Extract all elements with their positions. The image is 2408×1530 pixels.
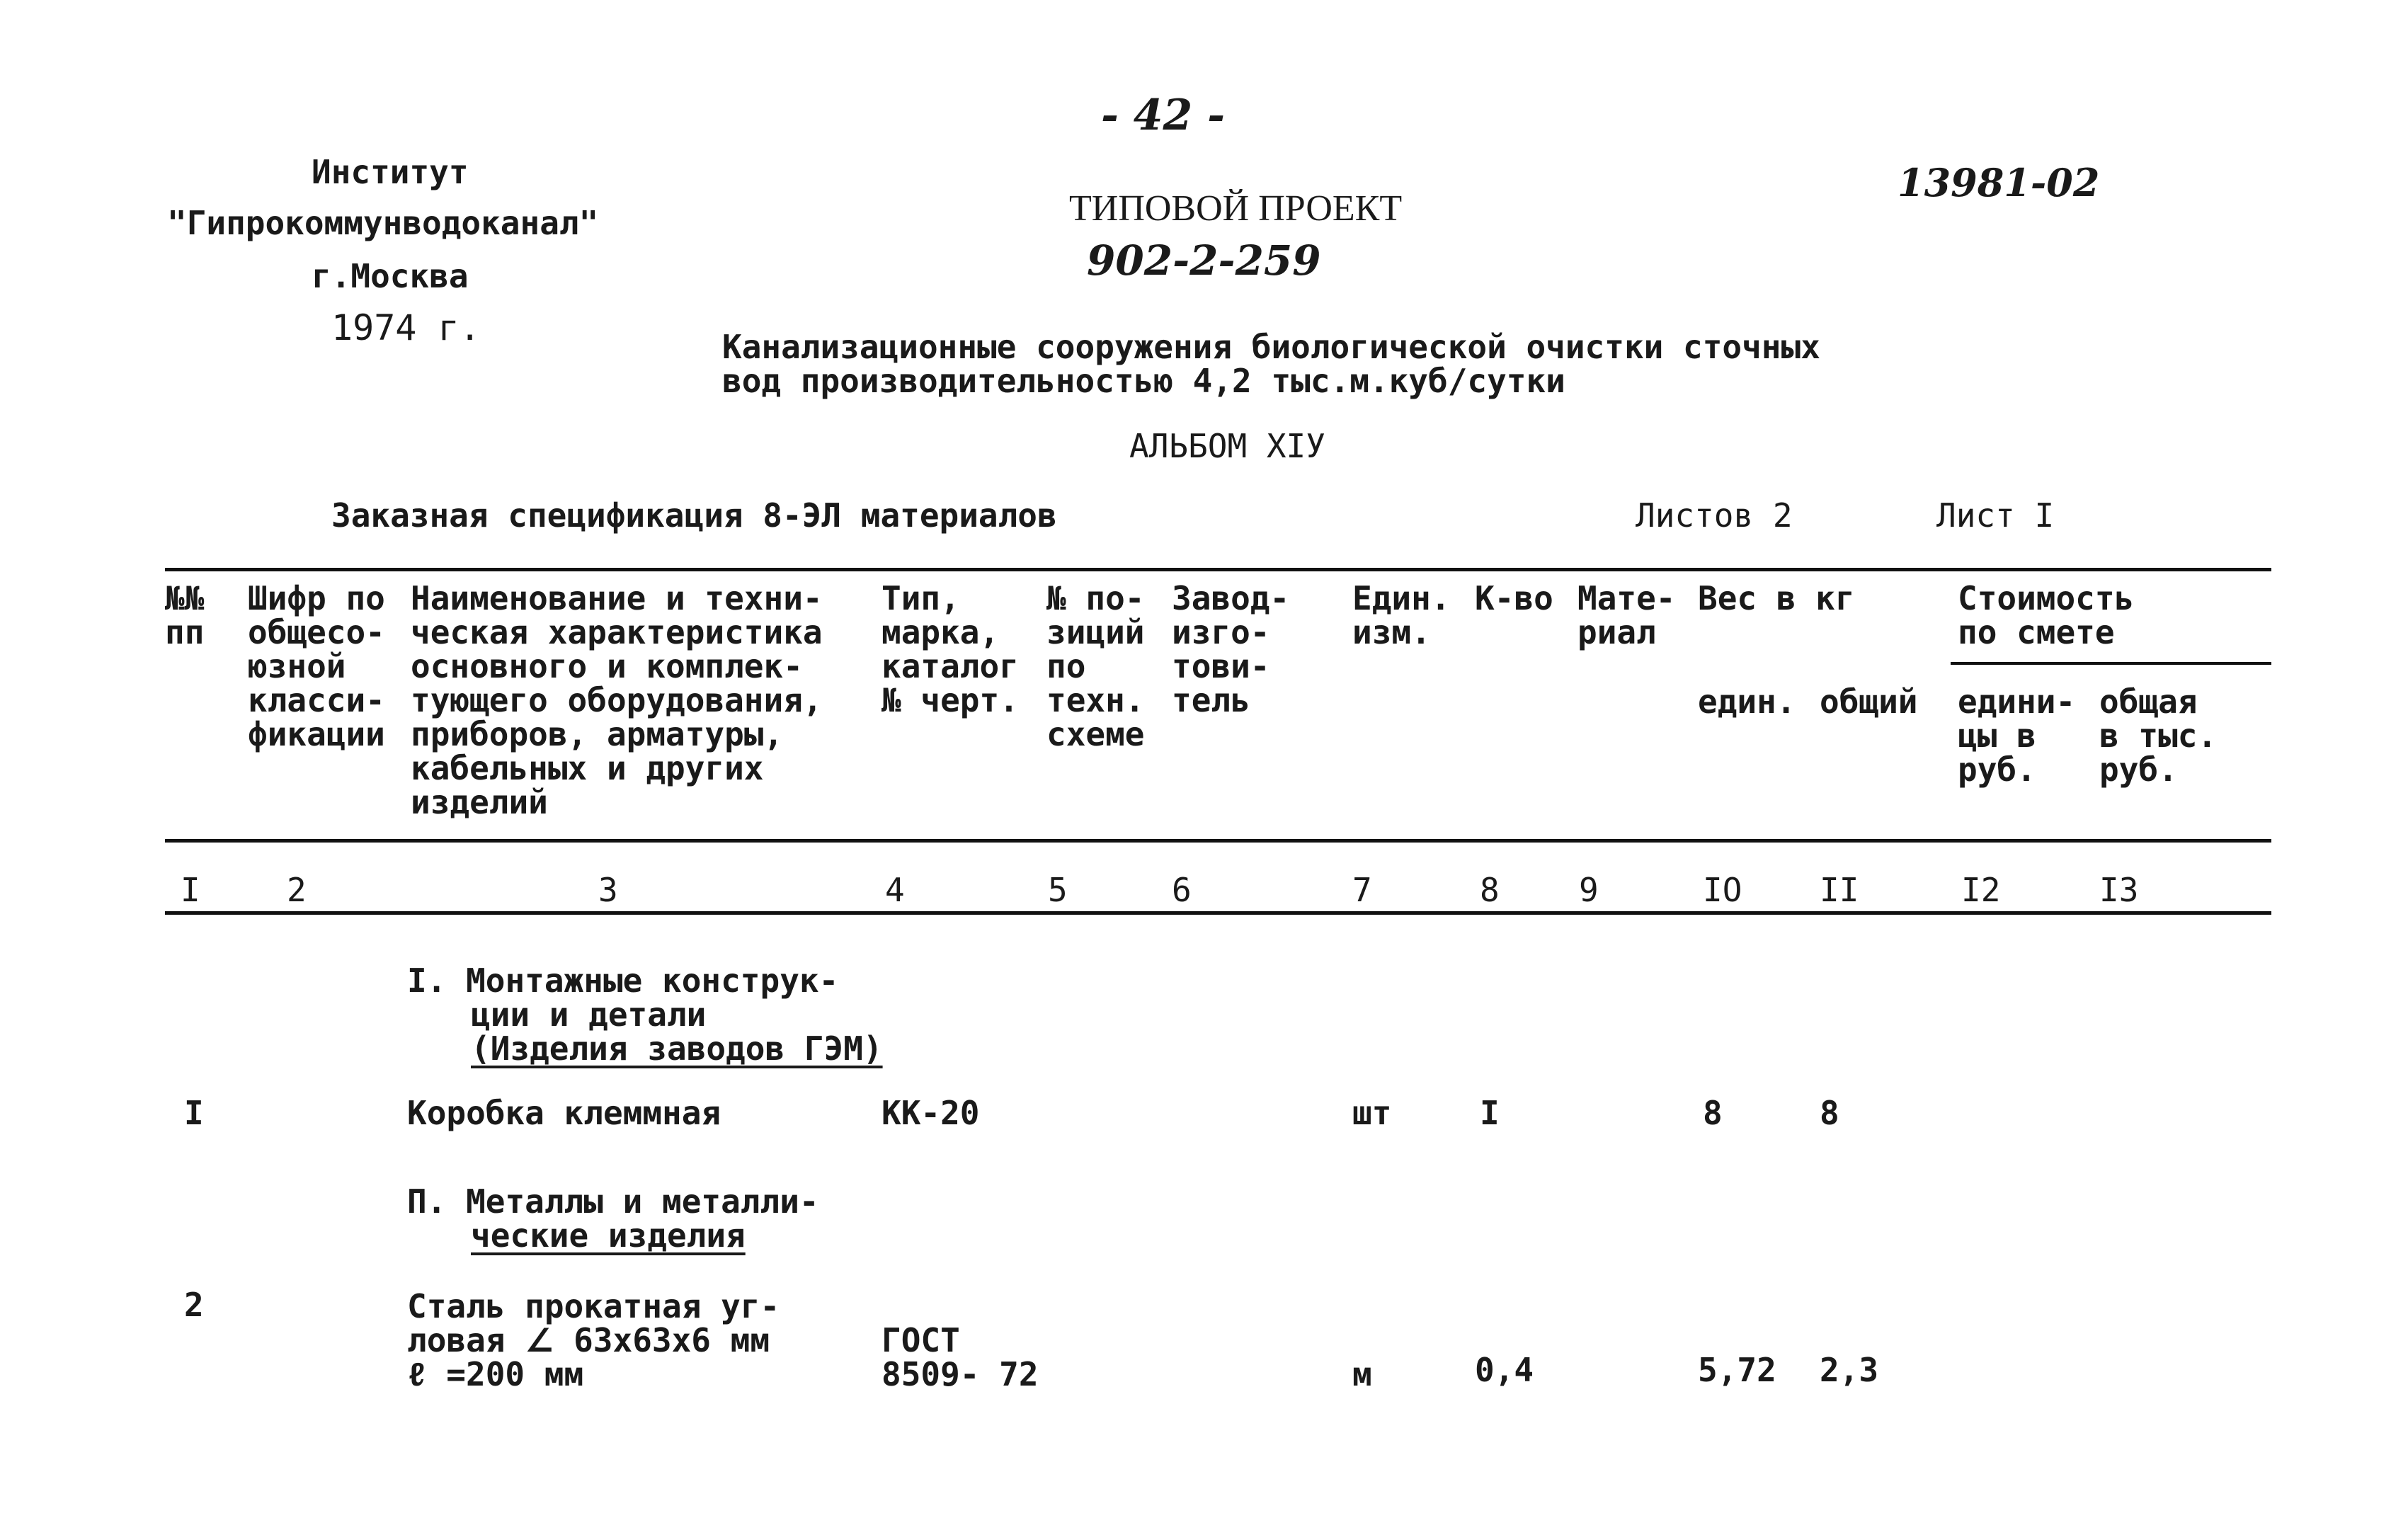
header-text: фикации [248,715,385,753]
row-number: 2 [184,1286,204,1324]
column-number: II [1820,871,1859,909]
header-text: цы в [1958,717,2036,755]
row-type: КК-20 [881,1094,980,1132]
column-number: I2 [1961,871,2001,909]
row-name-line-3: ℓ =200 мм [407,1355,584,1393]
row-number: I [184,1094,204,1132]
column-number: I [181,871,200,909]
row-type-line-2: 8509- 72 [881,1355,1039,1393]
header-text: руб. [2099,750,2178,789]
column-numbers-rule [165,911,2271,915]
header-text: Мате- [1577,579,1676,617]
row-weight-unit: 5,72 [1698,1351,1776,1389]
column-number: IO [1703,871,1742,909]
header-text: тови- [1172,647,1270,685]
column-number: 3 [598,871,618,909]
header-text: ческая характеристика [411,613,823,651]
project-description-line-2: вод производительностью 4,2 тыс.м.куб/сутки [722,362,1565,400]
header-text: Наименование и техни- [411,579,823,617]
header-text: общая [2099,683,2198,721]
header-text: Един. [1352,579,1451,617]
header-text: общий [1820,683,1918,721]
header-text: № по- [1046,579,1145,617]
header-text: по [1046,647,1086,685]
row-unit: шт [1352,1094,1392,1132]
row-quantity: 0,4 [1475,1351,1534,1389]
header-text: общесо- [248,613,385,651]
section-1-line-1: I. Монтажные конструк- [407,961,839,1000]
header-text: тующего оборудования, [411,681,823,719]
header-text: зиций [1046,613,1145,651]
header-text: основного и комплек- [411,647,803,685]
institute-line-3: г.Москва [312,257,469,295]
header-text: класси- [248,681,385,719]
header-text: каталог [881,647,1019,685]
institute-year: 1974 г. [331,307,481,348]
row-unit: м [1352,1355,1372,1393]
cost-subheader-rule [1951,662,2271,665]
section-2-line-2: ческие изделия [471,1216,746,1255]
header-text: приборов, арматуры, [411,715,784,753]
header-text: Вес в кг [1698,579,1855,617]
row-name-line-2 [407,1323,770,1358]
column-number: 4 [885,871,905,909]
header-text: пп [165,613,205,651]
header-text: Стоимость [1958,579,2135,617]
header-text: тель [1172,681,1250,719]
header-text: Завод- [1172,579,1290,617]
header-text: едини- [1958,683,2076,721]
header-text: Тип, [881,579,960,617]
header-text: изм. [1352,613,1431,651]
project-number: 902-2-259 [1087,236,1321,285]
institute-line-2: "Гипрокоммунводоканал" [167,204,599,242]
row-weight-total: 2,3 [1820,1351,1879,1389]
album-label: АЛЬБОМ XIУ [1129,427,1325,465]
header-text: №№ [165,579,205,617]
column-number: I3 [2099,871,2139,909]
header-text: руб. [1958,750,2036,789]
header-text: кабельных и других [411,749,764,787]
header-text: схеме [1046,715,1145,753]
section-2-line-1: П. Металлы и металли- [407,1182,819,1221]
header-text: по смете [1958,613,2115,651]
row-weight-total: 8 [1820,1094,1839,1132]
row-weight-unit: 8 [1703,1094,1723,1132]
institute-line-1: Институт [312,153,469,191]
row-name-text: ловая [407,1321,525,1359]
column-number: 9 [1579,871,1599,909]
column-number: 6 [1172,871,1192,909]
header-text: изго- [1172,613,1270,651]
spec-title: Заказная спецификация 8-ЭЛ материалов [331,496,1057,535]
header-text: техн. [1046,681,1145,719]
column-number: 8 [1480,871,1500,909]
column-number: 7 [1352,871,1372,909]
header-text: Шифр по [248,579,385,617]
header-text: изделий [411,783,548,821]
section-1-line-2: ции и детали [471,995,707,1034]
row-type-line-1: ГОСТ [881,1321,960,1359]
sheet-current: Лист I [1936,496,2055,535]
table-top-rule [165,568,2271,571]
row-quantity: I [1480,1094,1500,1132]
header-text: К-во [1475,579,1553,617]
project-label: ТИПОВОЙ ПРОЕКТ [1069,188,1403,229]
header-text: юзной [248,647,346,685]
header-bottom-rule [165,839,2271,843]
section-1-line-3: (Изделия заводов ГЭМ) [471,1029,883,1068]
row-name-line-1: Сталь прокатная уг- [407,1287,780,1325]
row-name: Коробка клеммная [407,1094,721,1132]
header-text: риал [1577,613,1656,651]
header-text: № черт. [881,681,1019,719]
page-number: - 42 - [1101,91,1226,140]
header-text: марка, [881,613,1000,651]
row-name-text: 63х63х6 мм [554,1321,770,1359]
sheets-total: Листов 2 [1636,496,1793,535]
header-text: в тыс. [2099,717,2218,755]
column-number: 5 [1048,871,1068,909]
angle-symbol: ∠ [525,1321,554,1359]
header-text: един. [1698,683,1796,721]
document-code: 13981-02 [1898,160,2100,205]
column-number: 2 [287,871,307,909]
project-description-line-1: Канализационные сооружения биологической очистки сточных [722,328,1820,366]
